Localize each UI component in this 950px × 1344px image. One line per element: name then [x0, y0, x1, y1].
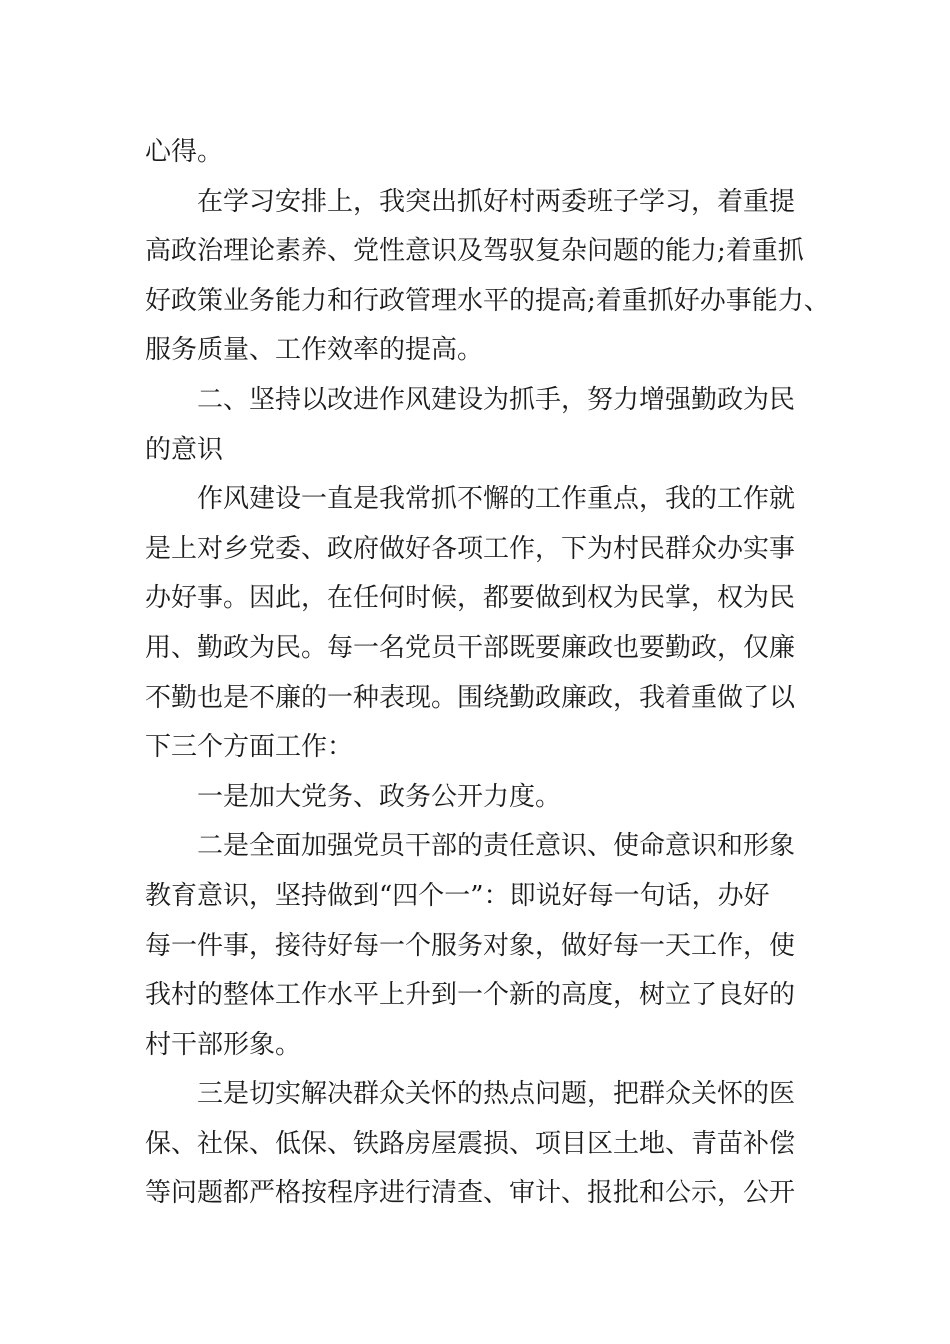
text-line: 在学习安排上，我突出抓好村两委班子学习，着重提 — [197, 186, 796, 217]
text-line: 村干部形象。 — [145, 1029, 302, 1060]
text-line: 不勤也是不廉的一种表现。围绕勤政廉政，我着重做了以 — [145, 682, 796, 713]
list-item-3 — [145, 1070, 810, 1219]
text-line: 用、勤政为民。每一名党员干部既要廉政也要勤政，仅廉 — [145, 632, 796, 663]
text-line: 教育意识，坚持做到“四个一”：即说好每一句话，办好 — [145, 880, 770, 911]
text-line: 二、坚持以改进作风建设为抓手，努力增强勤政为民 — [197, 384, 796, 415]
text-line: 作风建设一直是我常抓不懈的工作重点，我的工作就 — [197, 484, 796, 515]
text-line: 是上对乡党委、政府做好各项工作，下为村民群众办实事 — [145, 533, 796, 564]
text-line: 每一件事，接待好每一个服务对象，做好每一天工作，使 — [145, 930, 796, 961]
text-line: 二是全面加强党员干部的责任意识、使命意识和形象 — [197, 831, 796, 862]
text-line: 办好事。因此，在任何时候，都要做到权为民掌，权为民 — [145, 583, 796, 614]
list-item-1 — [145, 773, 810, 823]
list-item-2 — [145, 822, 810, 1070]
text-line: 的意识 — [145, 434, 224, 465]
text-line: 保、社保、低保、铁路房屋震损、项目区土地、青苗补偿 — [145, 1128, 796, 1159]
text-line: 心得。 — [145, 137, 224, 167]
text-line: 服务质量、工作效率的提高。 — [145, 335, 484, 366]
text-line: 三是切实解决群众关怀的热点问题，把群众关怀的医 — [197, 1079, 796, 1110]
section-heading — [145, 376, 810, 475]
text-line: 下三个方面工作： — [145, 732, 354, 763]
paragraph-3 — [145, 475, 810, 773]
text-line: 等问题都严格按程序进行清查、审计、报批和公示，公开 — [145, 1178, 796, 1209]
text-line: 我村的整体工作水平上升到一个新的高度，树立了良好的 — [145, 980, 796, 1011]
paragraph-1 — [145, 128, 810, 178]
text-line: 好政策业务能力和行政管理水平的提高;着重抓好办事能力、 — [145, 285, 830, 316]
text-line: 一是加大党务、政务公开力度。 — [197, 781, 562, 812]
paragraph-2 — [145, 178, 830, 376]
document-body — [145, 128, 830, 1219]
text-line: 高政治理论素养、党性意识及驾驭复杂问题的能力;着重抓 — [145, 236, 804, 267]
